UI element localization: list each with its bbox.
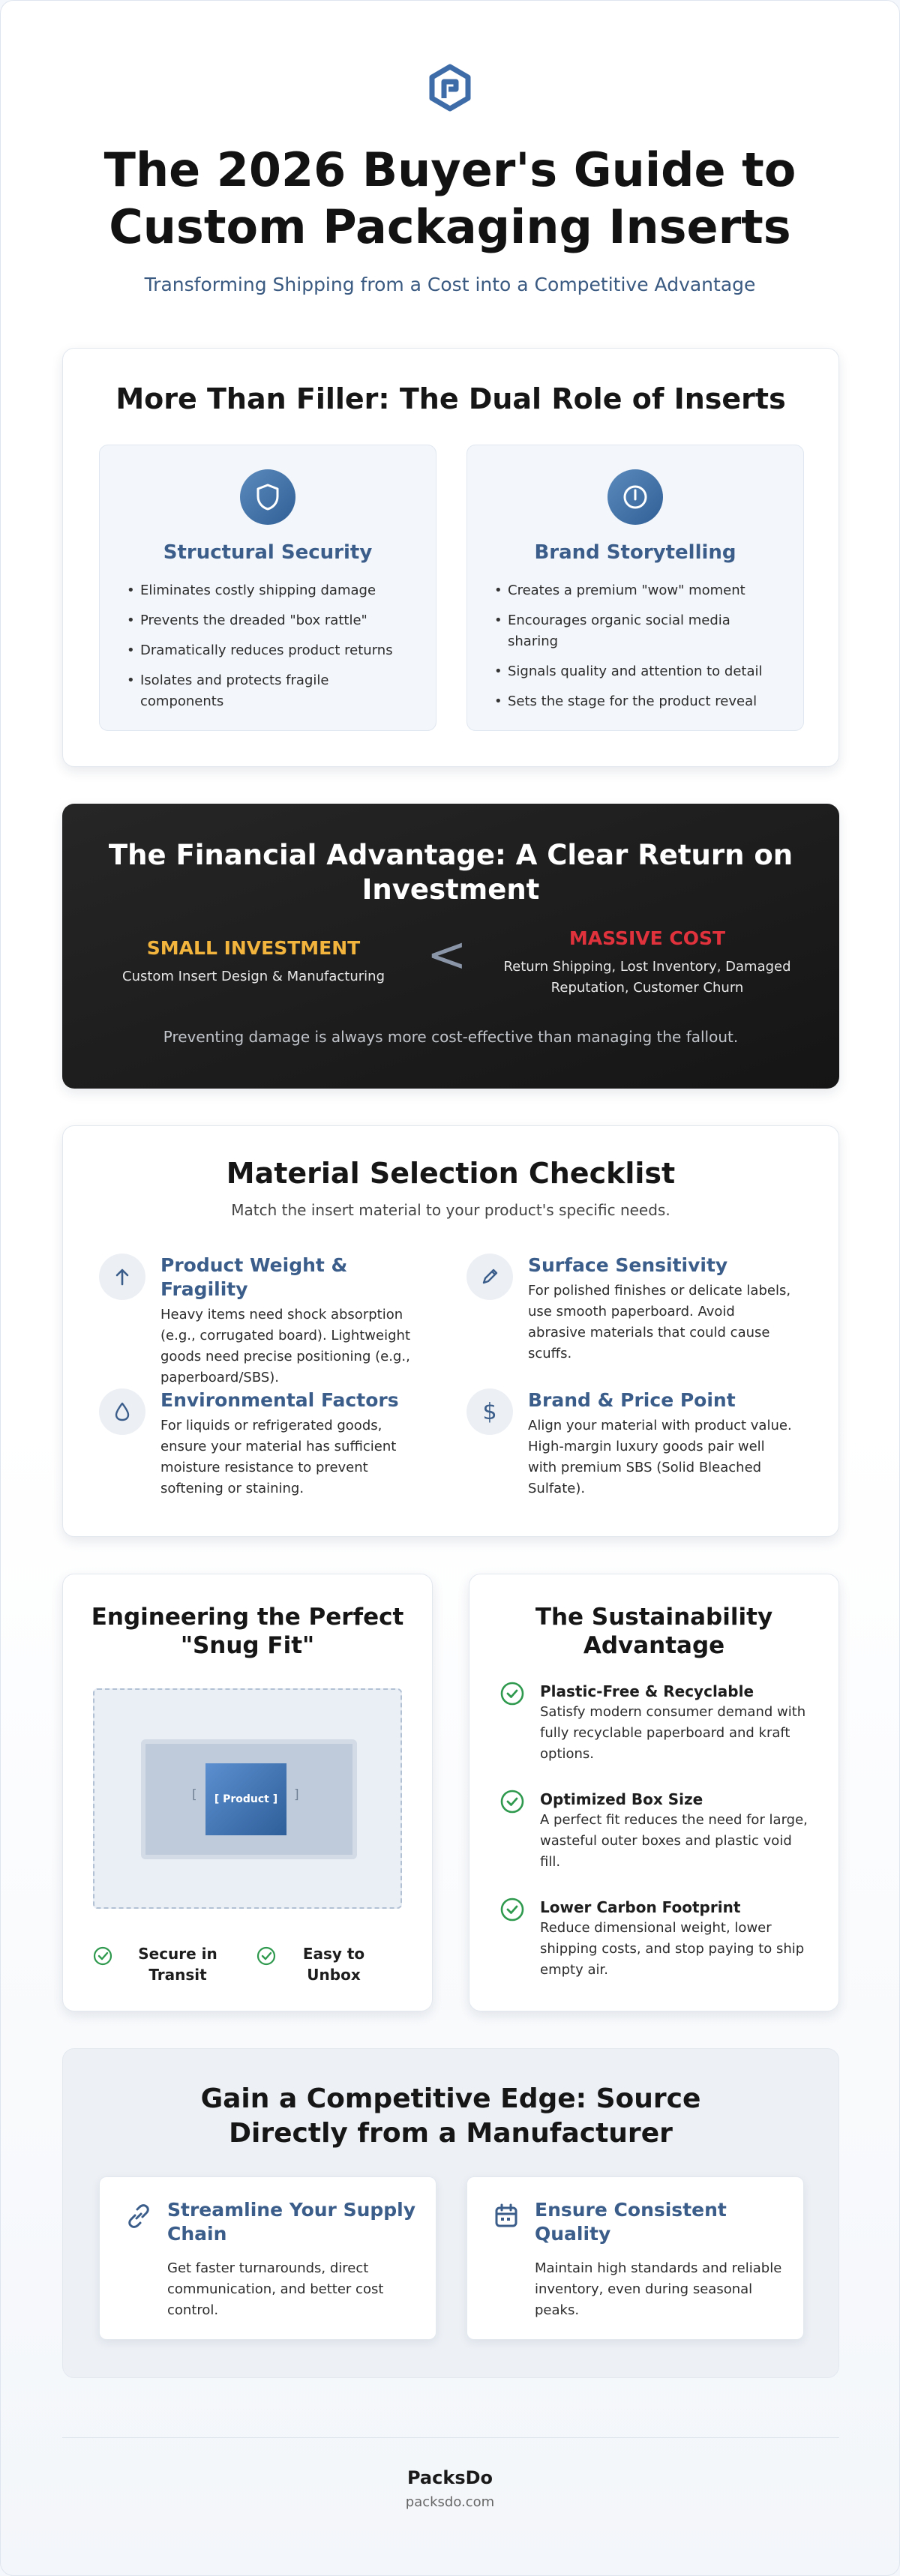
- massive-cost-detail: Return Shipping, Lost Inventory, Damaged Reputation, Customer Churn: [503, 959, 791, 996]
- footer-url-link[interactable]: packsdo.com: [405, 2494, 495, 2510]
- sustainability-item-text: Satisfy modern consumer demand with fully recyclable paperboard and kraft options.: [540, 1704, 806, 1762]
- product-placeholder: [ Product ]: [206, 1763, 286, 1835]
- sustainability-item-title: Plastic-Free & Recyclable: [540, 1682, 754, 1700]
- checklist-item-title: Surface Sensitivity: [528, 1254, 728, 1276]
- droplet-icon: [99, 1388, 146, 1435]
- dual-role-title: More Than Filler: The Dual Role of Inserts: [116, 382, 786, 415]
- checklist-item-environmental: [99, 1388, 429, 1499]
- check-circle-icon: [93, 1946, 112, 1966]
- snug-fit-title: Engineering the Perfect "Snug Fit": [91, 1604, 404, 1659]
- list-item: • Signals quality and attention to detail: [494, 661, 776, 682]
- edge-item-title: Streamline Your Supply Chain: [167, 2199, 416, 2245]
- shield-icon: [240, 469, 296, 525]
- sustainability-item: [500, 1681, 814, 1765]
- list-item: • Encourages organic social media sharing: [494, 610, 776, 652]
- brand-storytelling-list: [494, 580, 776, 712]
- checklist-subtitle: Match the insert material to your product's specific needs.: [231, 1201, 670, 1219]
- structural-security-title: Structural Security: [163, 541, 373, 564]
- tray-bracket-right: ]: [294, 1787, 299, 1802]
- arrow-up-icon: [99, 1254, 146, 1300]
- small-investment-label: SMALL INVESTMENT: [146, 937, 361, 959]
- list-item: • Creates a premium "wow" moment: [494, 580, 776, 601]
- brand-storytelling-box: [466, 445, 804, 731]
- dollar-icon: $: [466, 1388, 513, 1435]
- massive-cost-label: MASSIVE COST: [568, 927, 726, 949]
- fit-feature-label: Secure in Transit: [138, 1945, 218, 1984]
- material-checklist-card: [62, 1125, 839, 1537]
- checklist-item-brand-price: [466, 1388, 796, 1499]
- sustainability-card: [469, 1574, 839, 2011]
- fit-feature-unbox: [256, 1943, 382, 1985]
- structural-security-box: [99, 445, 436, 731]
- check-circle-icon: [500, 1897, 525, 1922]
- snug-fit-illustration: [93, 1688, 402, 1909]
- sustainability-item: [500, 1897, 814, 1981]
- edge-item-text: Maintain high standards and reliable inventory, even during seasonal peaks.: [535, 2260, 782, 2318]
- financial-advantage-title: The Financial Advantage: A Clear Return on Investment: [108, 839, 794, 906]
- sustainability-item-text: Reduce dimensional weight, lower shipping costs, and stop paying to ship empty air.: [540, 1920, 805, 1978]
- checklist-item-title: Environmental Factors: [160, 1389, 399, 1411]
- structural-security-list: [127, 580, 409, 712]
- competitive-edge-card: [62, 2048, 839, 2378]
- sustainability-title: The Sustainability Advantage: [535, 1604, 773, 1659]
- financial-note: Preventing damage is always more cost-effective than managing the fallout.: [163, 1028, 739, 1046]
- page-title: The 2026 Buyer's Guide to Custom Packaging Inserts: [104, 142, 796, 254]
- edge-item-title: Ensure Consistent Quality: [535, 2199, 727, 2245]
- check-circle-icon: [500, 1789, 525, 1814]
- link-icon: [124, 2201, 154, 2231]
- edge-item-supply-chain: [99, 2176, 436, 2340]
- checklist-item-text: For liquids or refrigerated goods, ensure your material has sufficient moisture resistance to prevent softening or staining.: [160, 1418, 397, 1496]
- dual-role-card: [62, 348, 839, 767]
- checklist-item-surface: [466, 1254, 796, 1364]
- check-circle-icon: [256, 1946, 276, 1966]
- checklist-item-title: Brand & Price Point: [528, 1389, 736, 1411]
- edge-item-quality: [466, 2176, 804, 2340]
- header: [1, 1, 899, 347]
- less-than-symbol: <: [427, 927, 467, 983]
- financial-advantage-card: [62, 804, 839, 1089]
- checklist-item-text: Heavy items need shock absorption (e.g., corrugated board). Lightweight goods need precise positioning (e.g., paperboard/SBS).: [160, 1307, 410, 1385]
- footer-brand: PacksDo: [406, 2467, 494, 2488]
- checklist-item-text: Align your material with product value. High-margin luxury goods pair well with premium SBS (Solid Bleached Sulfate).: [528, 1418, 792, 1496]
- edge-item-text: Get faster turnarounds, direct communication, and better cost control.: [167, 2260, 384, 2318]
- small-investment-block: [115, 937, 392, 987]
- massive-cost-block: [497, 927, 797, 999]
- sustainability-item: [500, 1789, 814, 1873]
- list-item: • Eliminates costly shipping damage: [127, 580, 409, 601]
- sustainability-item-title: Lower Carbon Footprint: [540, 1898, 741, 1916]
- pencil-icon: [466, 1254, 513, 1300]
- footer-divider: [62, 2437, 839, 2438]
- tray-bracket-left: [: [192, 1787, 197, 1802]
- fit-feature-label: Easy to Unbox: [302, 1945, 365, 1984]
- power-icon: [608, 469, 663, 525]
- checklist-item-text: For polished finishes or delicate labels, use smooth paperboard. Avoid abrasive materials that could cause scuffs.: [528, 1283, 791, 1361]
- snug-fit-card: [62, 1574, 433, 2011]
- checklist-title: Material Selection Checklist: [226, 1157, 676, 1190]
- page-subtitle: Transforming Shipping from a Cost into a Competitive Advantage: [144, 274, 756, 295]
- list-item: • Isolates and protects fragile components: [127, 670, 409, 712]
- sustainability-item-title: Optimized Box Size: [540, 1790, 704, 1808]
- checklist-item-title: Product Weight & Fragility: [160, 1254, 348, 1300]
- check-circle-icon: [500, 1681, 525, 1706]
- checklist-item-weight: [99, 1254, 429, 1388]
- brand-storytelling-title: Brand Storytelling: [534, 541, 736, 564]
- calendar-icon: [491, 2201, 521, 2231]
- list-item: • Dramatically reduces product returns: [127, 640, 409, 661]
- small-investment-detail: Custom Insert Design & Manufacturing: [122, 969, 385, 984]
- packsdo-hexagon-logo-icon: [426, 64, 474, 112]
- insert-tray: [141, 1739, 357, 1859]
- sustainability-item-text: A perfect fit reduces the need for large, wasteful outer boxes and plastic void fill.: [540, 1812, 808, 1870]
- list-item: • Sets the stage for the product reveal: [494, 691, 776, 712]
- fit-feature-secure: [93, 1943, 234, 1985]
- list-item: • Prevents the dreaded "box rattle": [127, 610, 409, 631]
- competitive-edge-title: Gain a Competitive Edge: Source Directly from a Manufacturer: [200, 2083, 701, 2149]
